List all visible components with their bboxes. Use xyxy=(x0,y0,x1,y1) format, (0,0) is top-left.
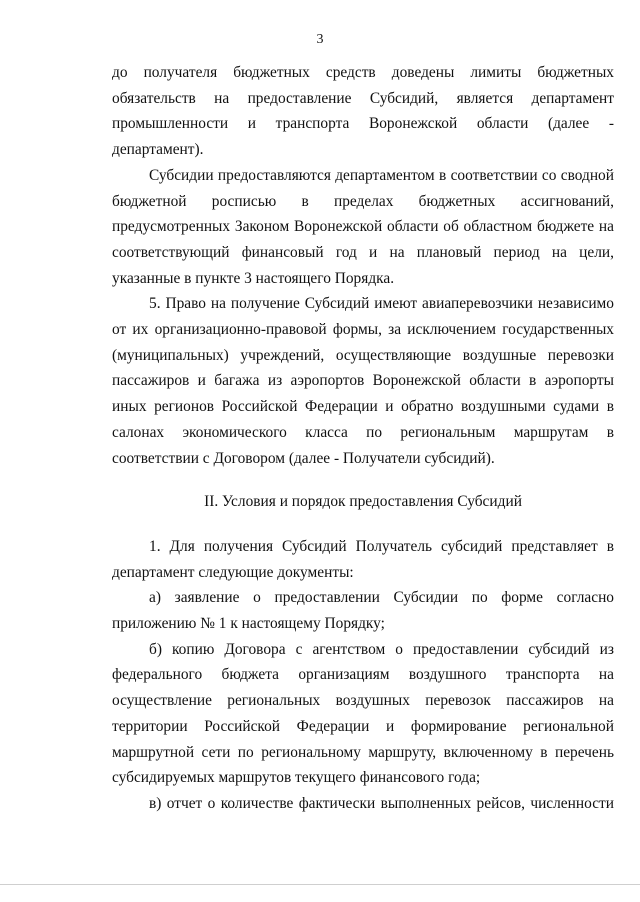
page-number: 3 xyxy=(316,32,324,47)
paragraph-item-5: 5. Право на получение Субсидий имеют авиаперевозчики независимо от их организационно-правовой формы, за исключением государственных (муниципальных) учреждений, осуществляющие воздушные перевозки пассажиров и багажа из аэропортов Воронежской области в аэропорты иных регионов Российской Федерации и обратно воздушными судами в салонах экономического класса по региональным маршрутам в соответствии с Договором (далее - Получатели субсидий). xyxy=(112,295,614,467)
page-bottom-divider xyxy=(0,884,640,885)
section-heading: II. Условия и порядок предоставления Субсидий xyxy=(204,493,522,511)
paragraph-item-v: в) отчет о количестве фактически выполненных рейсов, численности xyxy=(149,794,614,812)
paragraph-continuation: до получателя бюджетных средств доведены лимиты бюджетных обязательств на предоставление Субсидий, является департамент промышленности и транспорта Воронежской области (далее - департамент). xyxy=(112,64,614,159)
document-body xyxy=(112,60,614,817)
paragraph-item-1: 1. Для получения Субсидий Получатель субсидий представляет в департамент следующие документы: xyxy=(112,537,614,581)
paragraph-item-b: б) копию Договора с агентством о предоставлении субсидий из федерального бюджета организациям воздушного транспорта на осуществление региональных воздушных перевозок пассажиров на территории Российской Федерации и формирование региональной маршрутной сети по региональному маршруту, включенному в перечень субсидируемых маршрутов текущего финансового года; xyxy=(112,640,614,787)
paragraph-item-a: а) заявление о предоставлении Субсидии по форме согласно приложению № 1 к настоящему Порядку; xyxy=(112,589,614,633)
paragraph-subsidy-provision: Субсидии предоставляются департаментом в соответствии со сводной бюджетной росписью в пределах бюджетных ассигнований, предусмотренных Законом Воронежской области об областном бюджете на соответствующий финансовый год и на плановый период на цели, указанные в пункте 3 настоящего Порядка. xyxy=(112,166,614,287)
